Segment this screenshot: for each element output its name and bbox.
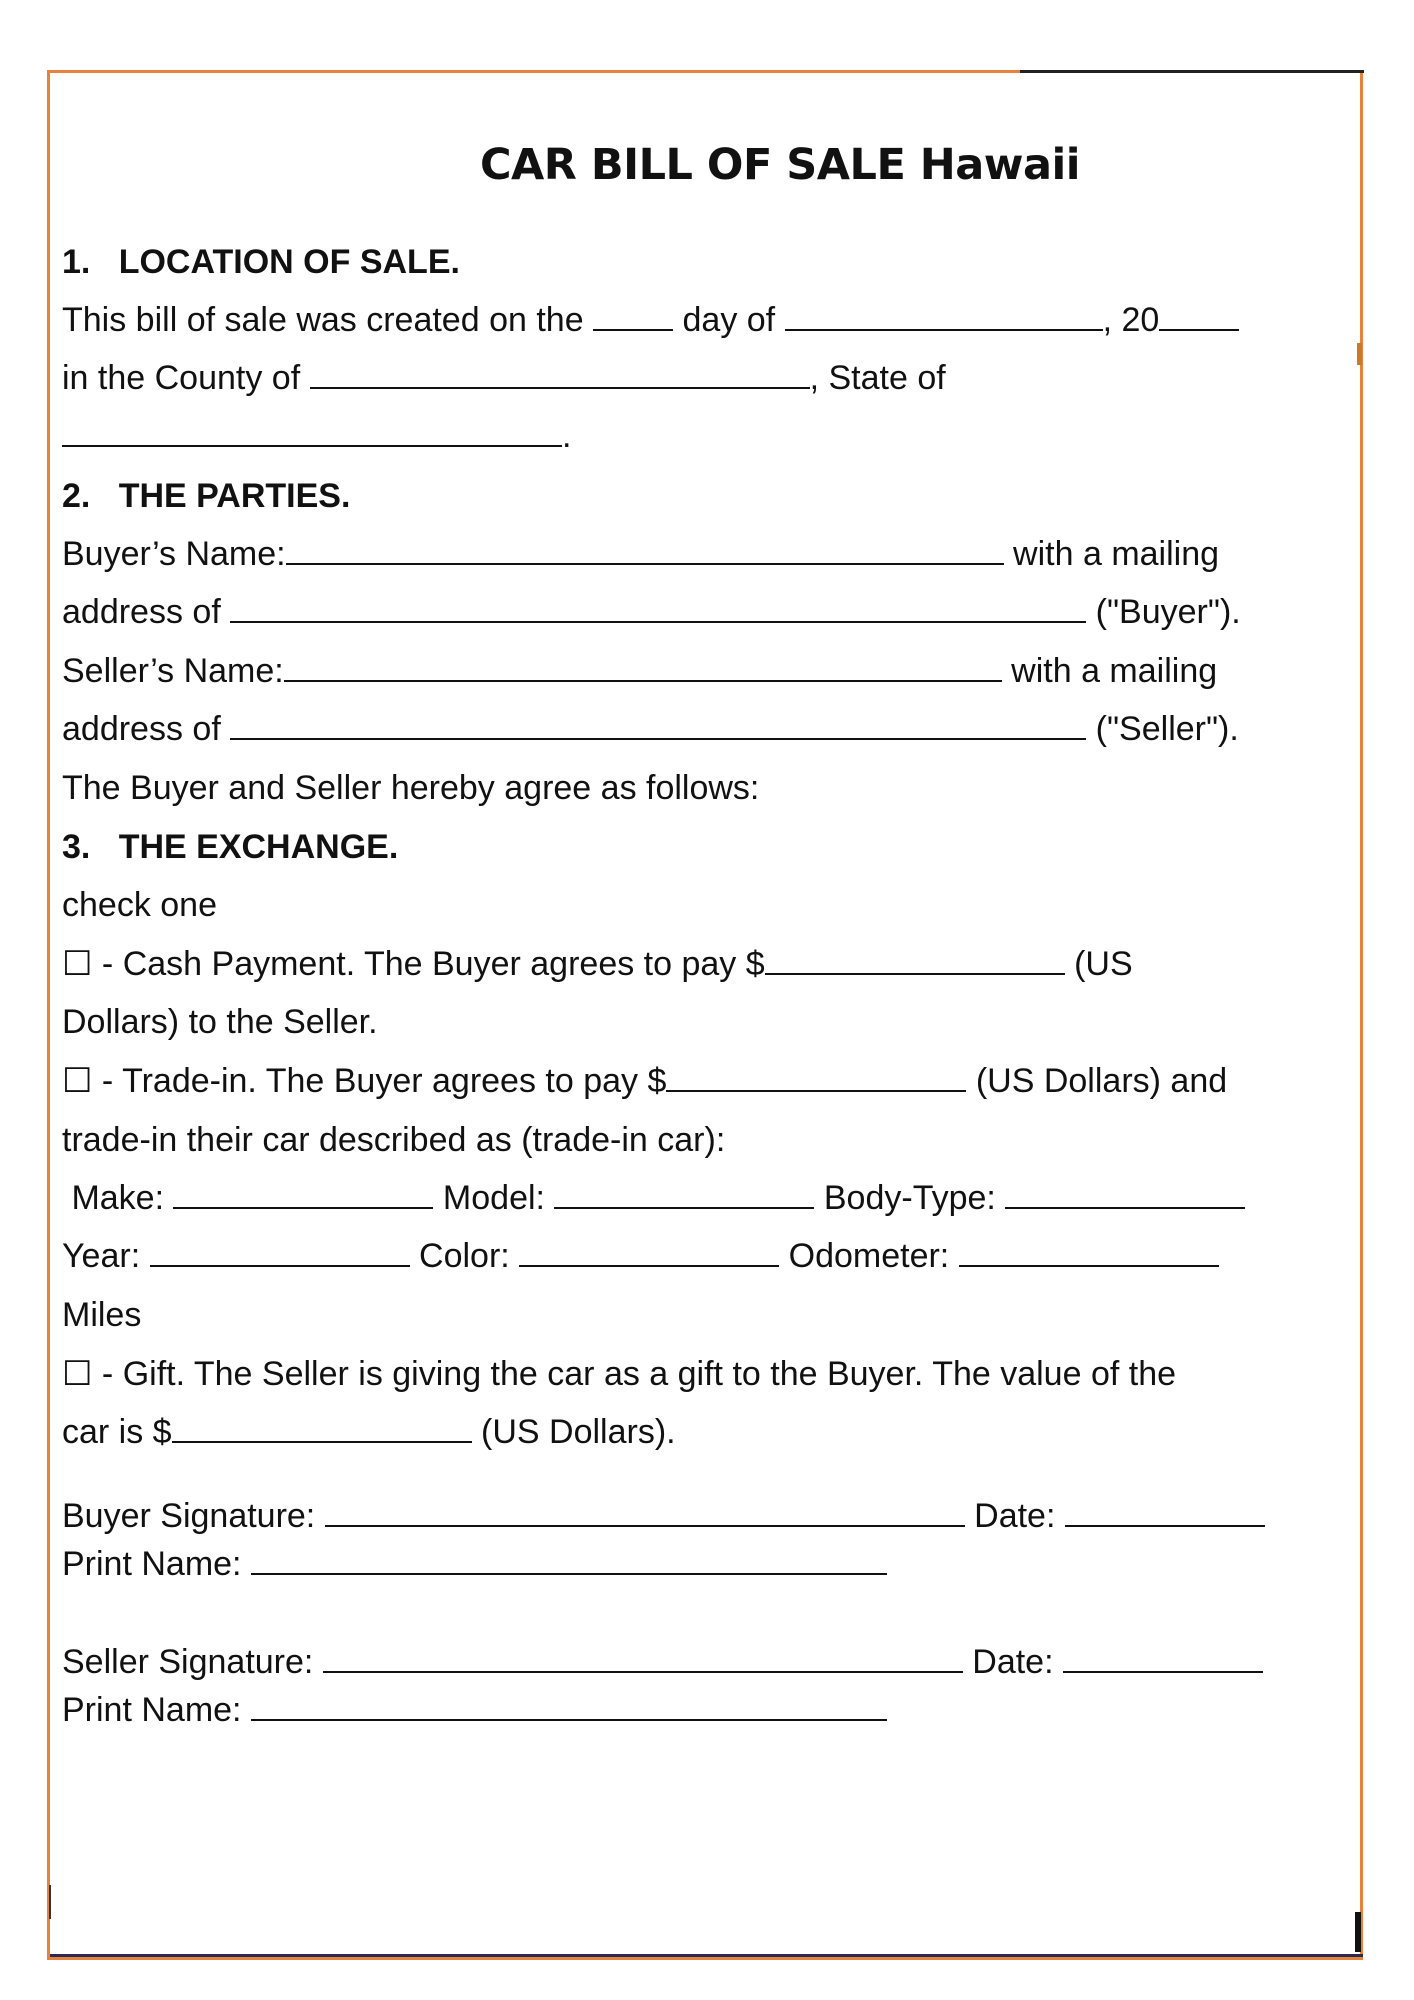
location-line-3: . [62,416,571,456]
seller-signature-field[interactable] [323,1643,963,1673]
buyer-signature-field[interactable] [325,1497,965,1527]
day-field[interactable] [593,301,673,331]
section-heading-exchange: 3. THE EXCHANGE. [62,828,399,866]
border-accent-bottom [50,1954,1363,1957]
cash-payment-line[interactable]: ☐ - Cash Payment. The Buyer agrees to pay $ (US [62,945,1133,983]
make-field[interactable] [173,1179,433,1209]
state-field[interactable] [62,417,562,447]
color-field[interactable] [519,1237,779,1267]
buyer-name-field[interactable] [286,535,1004,565]
cash-payment-line-2: Dollars) to the Seller. [62,1003,378,1041]
buyer-date-field[interactable] [1065,1497,1265,1527]
year-field[interactable] [1159,301,1239,331]
trade-in-line[interactable]: ☐ - Trade-in. The Buyer agrees to pay $ (US Dollars) and [62,1062,1228,1100]
section-heading-location: 1. LOCATION OF SALE. [62,243,460,281]
model-field[interactable] [554,1179,814,1209]
trade-in-amount-field[interactable] [666,1062,966,1092]
agreement-text: The Buyer and Seller hereby agree as follows: [62,769,760,807]
body-type-field[interactable] [1005,1179,1245,1209]
seller-signature-line: Seller Signature: Date: [62,1642,1263,1682]
car-details-line-1: Make: Model: Body-Type: [62,1178,1245,1218]
check-one-text: check one [62,886,217,924]
buyer-address-line: address of ("Buyer"). [62,593,1241,631]
gift-line-2: car is $ (US Dollars). [62,1413,676,1451]
seller-print-name-field[interactable] [251,1691,887,1721]
buyer-signature-line: Buyer Signature: Date: [62,1496,1265,1536]
month-field[interactable] [785,301,1103,331]
buyer-address-field[interactable] [230,593,1086,623]
miles-text: Miles [62,1296,142,1334]
car-year-field[interactable] [150,1237,410,1267]
buyer-name-line: Buyer’s Name: with a mailing [62,535,1220,573]
location-line-1: This bill of sale was created on the day of , 20 [62,300,1239,340]
trade-in-line-2: trade-in their car described as (trade-in car): [62,1121,726,1159]
seller-address-line: address of ("Seller"). [62,710,1239,748]
gift-value-field[interactable] [172,1413,472,1443]
seller-name-field[interactable] [284,652,1002,682]
odometer-field[interactable] [959,1237,1219,1267]
location-line-2: in the County of , State of [62,359,946,397]
border-mark-bottom-right [1355,1912,1361,1952]
buyer-print-name-field[interactable] [251,1545,887,1575]
county-field[interactable] [310,359,810,389]
seller-print-name-line: Print Name: [62,1690,887,1730]
seller-address-field[interactable] [230,710,1086,740]
border-mark-bottom-left [49,1885,51,1919]
cash-amount-field[interactable] [765,945,1065,975]
document-title: CAR BILL OF SALE Hawaii [479,140,1081,190]
seller-name-line: Seller’s Name: with a mailing [62,652,1218,690]
border-mark-right [1357,343,1362,365]
car-details-line-2: Year: Color: Odometer: [62,1236,1219,1276]
gift-line[interactable]: ☐ - Gift. The Seller is giving the car as a gift to the Buyer. The value of the [62,1355,1177,1393]
section-heading-parties: 2. THE PARTIES. [62,477,351,515]
buyer-print-name-line: Print Name: [62,1544,887,1584]
seller-date-field[interactable] [1063,1643,1263,1673]
border-accent-top [1020,70,1364,73]
